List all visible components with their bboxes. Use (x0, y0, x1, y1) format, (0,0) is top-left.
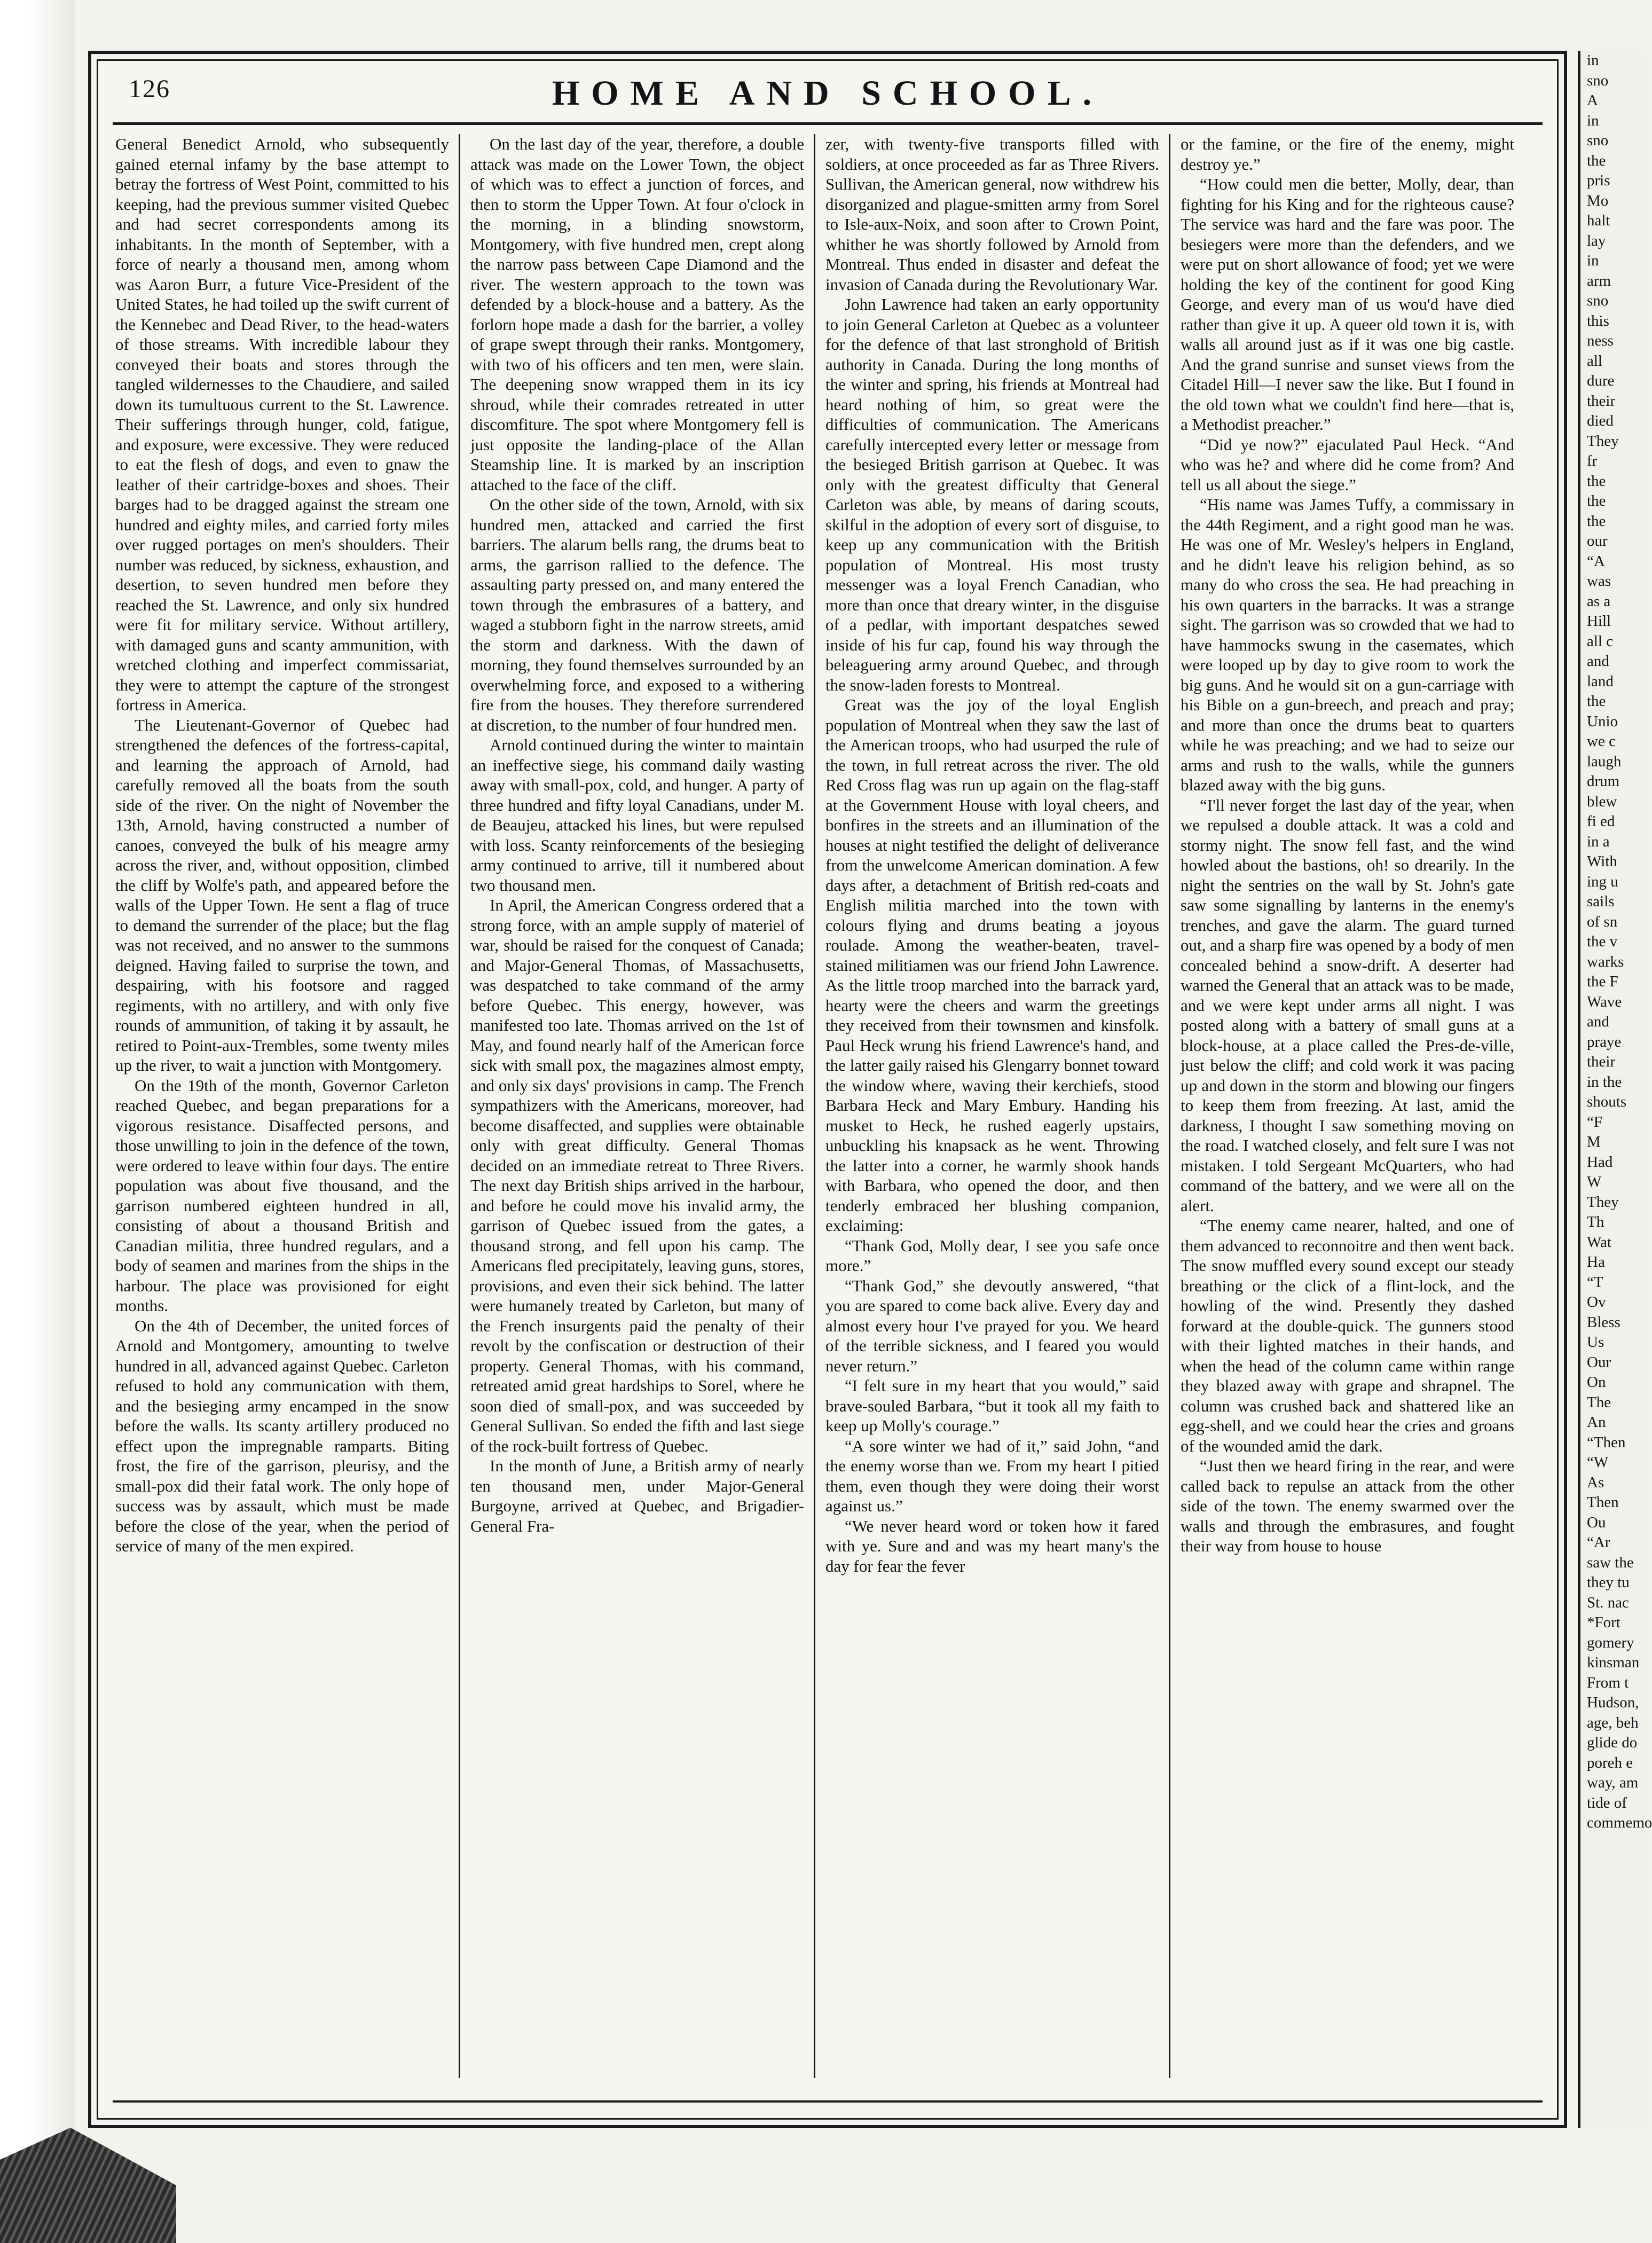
adjacent-page-fragment: Us (1587, 1334, 1604, 1351)
adjacent-page-fragment: laugh (1587, 752, 1622, 770)
adjacent-page-fragment: *Fort (1587, 1614, 1620, 1631)
adjacent-page-fragment: As (1587, 1473, 1604, 1491)
paragraph: General Benedict Arnold, who subsequently gained eternal infamy by the base attempt to betray the fortress of West Point, committed to his keeping, had the previous summer visited Quebec and had secret correspondents among its inhabitants. In the month of September, with a force of nearly a thousand men, among whom was Aaron Burr, a future Vice-President of the United States, he had toiled up the swift current of the Kennebec and Dead River, to the head-waters of those streams. With incredible labour they conveyed their boats and stores through the tangled wildernesses to the Chaudiere, and sailed down its tumultuous current to the St. Lawrence. Their sufferings through hunger, cold, fatigue, and exposure, were excessive. They were reduced to eat the flesh of dogs, and even to gnaw the leather of their cartridge-boxes and shoes. Their barges had to be dragged against the stream one hundred and eighty miles, and carried forty miles over rugged portages on men's shoulders. Their number was reduced, by sickness, exhaustion, and desertion, to seven hundred men before they reached the St. Lawrence, and only six hundred were fit for military service. Without artillery, with damaged guns and scanty ammunition, with wretched clothing and imperfect commissariat, they were to attempt the capture of the strongest fortress in America. (115, 135, 450, 714)
newspaper-page (88, 51, 1567, 2128)
adjacent-page-fragment: Hill (1587, 613, 1611, 630)
adjacent-page-fragment: kinsman (1587, 1654, 1640, 1671)
adjacent-page-fragment: in (1587, 252, 1599, 269)
adjacent-page-fragment: fr (1587, 452, 1598, 469)
text-column-2 (470, 134, 804, 2089)
adjacent-page-fragment: praye (1587, 1033, 1622, 1050)
adjacent-page-fragment: Ou (1587, 1513, 1606, 1531)
paragraph: In April, the American Congress ordered that a strong force, with an ample supply of materiel of war, should be raised for the conquest of Canada; and Major-General Thomas, of Massachusetts, was despatched to take command of the army before Quebec. This energy, however, was manifested too late. Thomas arrived on the 1st of May, and found nearly half of the American force sick with small pox, the magazines almost empty, and only six days' provisions in camp. The French sympathizers with the Americans, moreover, had become disaffected, and supplies were obtainable only with great difficulty. General Thomas decided on an immediate retreat to Three Rivers. The next day British ships arrived in the harbour, and before he could move his invalid army, the garrison of Quebec issued from the gates, a thousand strong, and fell upon his camp. The Americans fled precipitately, leaving guns, stores, provisions, and even their sick behind. The latter were humanely treated by Carleton, but many of the French insurgents paid the penalty of their revolt by the confiscation or destruction of their property. General Thomas, with his command, retreated amid great hardships to Sorel, where he soon died of small-pox, and was succeeded by General Sullivan. So ended the fifth and last siege of the rock-built fortress of Quebec. (470, 896, 804, 1455)
adjacent-page-fragment: Had (1587, 1153, 1613, 1171)
adjacent-page-fragment: saw the (1587, 1554, 1634, 1571)
adjacent-page-fragment: of sn (1587, 913, 1618, 930)
adjacent-page-fragment: the (1587, 472, 1606, 490)
adjacent-page-fragment: Ha (1587, 1253, 1605, 1270)
adjacent-page-fragment: Our (1587, 1353, 1611, 1371)
paragraph: “His name was James Tuffy, a commissary in the 44th Regiment, and a right good man he was. He was one of Mr. Wesley's helpers in England, and he didn't leave his religion behind, as so many do who cross the sea. He had preaching in his own quarters in the barracks. It was a strange sight. The garrison was so crowded that we had to have hammocks swung in the casemates, which were looped up by day to give room to work the big guns. And he would sit on a gun-carriage with his Bible on a gun-breech, and preach and pray; and more than once the drums beat to quarters while he was preaching; and we had to seize our arms and rush to the walls, while the gunners blazed away with the big guns. (1181, 495, 1514, 794)
paragraph: “I'll never forget the last day of the year, when we repulsed a double attack. It was a cold and stormy night. The snow fell fast, and the wind howled about the bastions, oh! so drearily. In the night the sentries on the wall by St. John's gate saw some signalling by lanterns in the enemy's trenches, and gave the alarm. The guard turned out, and a sharp fire was opened by a body of men concealed behind a snow-drift. A deserter had warned the General that an attack was to be made, and we were kept under arms all night. I was posted along with a battery of small guns at a block-house, at a place called the Pres-de-ville, just below the cliff; and cold work it was pacing up and down in the storm and blowing our fingers to keep them from freezing. At last, amid the darkness, I thought I saw something moving on the road. I watched closely, and felt sure I was not mistaken. I told Sergeant McQuarters, who had command of the battery, and we were all on the alert. (1181, 795, 1514, 1215)
adjacent-page-fragment: all (1587, 352, 1602, 370)
text-column-4 (1181, 134, 1514, 2089)
adjacent-page-fragment: in a (1587, 833, 1610, 850)
adjacent-page-fragment: poreh e (1587, 1754, 1633, 1771)
adjacent-page-fragment: “W (1587, 1454, 1609, 1471)
adjacent-page-fragment: They (1587, 432, 1619, 450)
scan-margin (0, 0, 75, 2243)
adjacent-page-fragment: Th (1587, 1213, 1604, 1230)
adjacent-page-fragment: fi ed (1587, 813, 1615, 830)
paragraph: “Thank God,” she devoutly answered, “that you are spared to come back alive. Every day and almost every hour I've prayed for you. We heard of the terrible sickness, and I feared you would never return.” (825, 1276, 1159, 1375)
adjacent-page-fragment: glide do (1587, 1734, 1638, 1751)
paragraph: or the famine, or the fire of the enemy, might destroy ye.” (1181, 135, 1514, 174)
adjacent-page-fragment: dure (1587, 372, 1615, 389)
text-column-3 (825, 134, 1159, 2089)
adjacent-page-fragment: way, am (1587, 1774, 1639, 1791)
paragraph: “The enemy came nearer, halted, and one of them advanced to reconnoitre and then went back. The snow muffled every sound except our steady breathing or the click of a flint-lock, and the howling of the wind. Presently they dashed forward at the double-quick. The gunners stood with their lighted matches in their hands, and when the head of the column came within range they blazed away with grape and shrapnel. The column was crushed back and shattered like an egg-shell, and we could hear the cries and groans of the wounded amid the dark. (1181, 1216, 1514, 1455)
bottom-rule (113, 2100, 1543, 2103)
adjacent-page-fragment: “Ar (1587, 1534, 1610, 1551)
adjacent-page-fragment: From t (1587, 1674, 1629, 1691)
adjacent-page-fragment: A (1587, 92, 1598, 109)
adjacent-page-fragment: On (1587, 1374, 1606, 1391)
adjacent-page-fragment: their (1587, 392, 1616, 410)
adjacent-page-fragment: Mo (1587, 192, 1609, 209)
adjacent-page-fragment: commemo (1587, 1814, 1652, 1831)
adjacent-page-fragment: M (1587, 1133, 1601, 1150)
adjacent-page-fragment: age, beh (1587, 1714, 1639, 1731)
adjacent-page-fragment: the (1587, 492, 1606, 509)
adjacent-page-fragment: ness (1587, 332, 1614, 349)
adjacent-page-fragment: Then (1587, 1494, 1619, 1511)
adjacent-page-fragment: shouts (1587, 1093, 1627, 1110)
adjacent-page-fragment: With (1587, 853, 1617, 870)
adjacent-page-fragment: blew (1587, 793, 1617, 810)
page-number: 126 (129, 75, 170, 103)
column-rule (814, 134, 815, 2078)
paragraph: Arnold continued during the winter to maintain an ineffective siege, his command daily wasting away with small-pox, cold, and hunger. A party of three hundred and fifty loyal Canadians, under M. de Beaujeu, attacked his lines, but were repulsed with loss. Scanty reinforcements of the besieging army continued to arrive, till it numbered about two thousand men. (470, 735, 804, 895)
adjacent-page-fragment: sno (1587, 292, 1609, 309)
adjacent-page-fragment: their (1587, 1053, 1616, 1070)
adjacent-page-fragment: and (1587, 1013, 1609, 1030)
adjacent-page-fragment: lay (1587, 232, 1606, 249)
paragraph: “I felt sure in my heart that you would,” said brave-souled Barbara, “but it took all my faith to keep up Molly's courage.” (825, 1376, 1159, 1435)
adjacent-page-fragment: W (1587, 1173, 1602, 1190)
adjacent-page-fragment: we c (1587, 733, 1616, 750)
adjacent-page-fragment: “A (1587, 552, 1605, 570)
adjacent-page-fragment: gomery (1587, 1634, 1634, 1651)
adjacent-page-fragment: An (1587, 1414, 1606, 1431)
adjacent-page-fragment: and (1587, 653, 1609, 670)
adjacent-page-fragment: the (1587, 512, 1606, 530)
adjacent-page-fragment: The (1587, 1393, 1611, 1411)
paragraph: John Lawrence had taken an early opportunity to join General Carleton at Quebec as a volunteer for the defence of that last stronghold of British authority in Canada. During the long months of the winter and spring, his friends at Montreal had heard nothing of him, so great were the difficulties of communication. The Americans carefully intercepted every letter or message from the besieged British garrison at Quebec. It was only with the greatest difficulty that General Carleton was able, by means of daring scouts, skilful in the adoption of every sort of disguise, to keep up any communication with the British population of Montreal. His most trusty messenger was a loyal French Canadian, who more than once that dreary winter, in the disguise of a pedlar, with important despatches sewed inside of his fur cap, found his way through the beleaguering army around Quebec, and through the snow-laden forests to Montreal. (825, 295, 1159, 694)
adjacent-page-fragment: Wat (1587, 1233, 1611, 1251)
adjacent-page-fragment: “T (1587, 1273, 1603, 1291)
paragraph: “How could men die better, Molly, dear, than fighting for his King and for the righteous cause? The service was hard and the fare was poor. The besiegers were more than the defenders, and we were put on short allowance of food; yet we were holding the key of the continent for good King George, and every man of us wou'd have died rather than give it up. A queer old town it is, with walls all around just as if it was one big castle. And the grand sunrise and sunset views from the Citadel Hill—I never saw the like. But I found in the old town what we couldn't find here—that is, a Methodist preacher.” (1181, 175, 1514, 434)
paragraph: On the 4th of December, the united forces of Arnold and Montgomery, amounting to twelve hundred in all, advanced against Quebec. Carleton refused to hold any communication with them, and the besieging army encamped in the snow before the walls. Its scanty artillery produced no effect upon the impregnable ramparts. Biting frost, the fire of the garrison, pleurisy, and the small-pox did their fatal work. The only hope of success was by assault, which must be made before the close of the year, when the period of service of many of the men expired. (115, 1316, 449, 1555)
adjacent-page-fragment: as a (1587, 592, 1611, 610)
adjacent-page-fragment: the F (1587, 973, 1618, 990)
adjacent-page-fragment: St. nac (1587, 1594, 1629, 1611)
adjacent-page-fragment: they tu (1587, 1574, 1630, 1591)
paragraph: The Lieutenant-Governor of Quebec had strengthened the defences of the fortress-capital, and learning the approach of Arnold, had carefully removed all the boats from the south side of the river. On the night of November the 13th, Arnold, having constructed a number of canoes, conveyed the bulk of his meagre army across the river, and, without opposition, climbed the cliff by Wolfe's path, and appeared before the walls of the Upper Town. He sent a flag of truce to demand the surrender of the place; but the flag was not received, and no answer to the summons deigned. Having failed to surprise the town, and despairing, with his footsore and ragged regiments, with no artillery, and with only five rounds of ammunition, of taking it by assault, he retired to Point-aux-Trembles, some twenty miles up the river, to wait a junction with Montgomery. (115, 715, 449, 1075)
paragraph: In the month of June, a British army of nearly ten thousand men, under Major-General Burgoyne, arrived at Quebec, and Brigadier-General Fra- (470, 1456, 804, 1535)
adjacent-page-fragment: Ov (1587, 1293, 1606, 1311)
adjacent-page-fragment: all c (1587, 632, 1614, 650)
adjacent-page-fragment: was (1587, 572, 1611, 590)
adjacent-page-fragment: warks (1587, 953, 1624, 970)
page-title: HOME AND SCHOOL. (552, 74, 1104, 113)
paragraph: “Just then we heard firing in the rear, and were called back to repulse an attack from the other side of the town. The enemy swarmed over the walls and through the embrasures, and fought their way from house to house (1181, 1456, 1514, 1555)
paragraph: “Did ye now?” ejaculated Paul Heck. “And who was he? and where did he come from? And tell us all about the siege.” (1181, 435, 1514, 494)
adjacent-page-fragment: died (1587, 412, 1614, 429)
adjacent-page-fragment: pris (1587, 172, 1610, 189)
paragraph: On the 19th of the month, Governor Carleton reached Quebec, and began preparations for a vigorous resistance. Disaffected persons, and those unwilling to join in the defence of the town, were ordered to leave within four days. The entire population was about five thousand, and the garrison numbered eighteen hundred in all, consisting of about a thousand British and Canadian militia, three hundred regulars, and a body of seamen and marines from the ships in the harbour. The place was provisioned for eight months. (115, 1076, 449, 1315)
paragraph: zer, with twenty-five transports filled with soldiers, at once proceeded as far as Three Rivers. Sullivan, the American general, now withdrew his disorganized and plague-smitten army from Sorel to Isle-aux-Noix, and soon after to Crown Point, whither he was shortly followed by Arnold from Montreal. Thus ended in disaster and defeat the invasion of Canada during the Revolutionary War. (825, 135, 1159, 294)
paragraph: On the last day of the year, therefore, a double attack was made on the Lower Town, the object of which was to effect a junction of forces, and then to storm the Upper Town. At four o'clock in the morning, in a blinding snowstorm, Montgomery, with five hundred men, crept along the narrow pass between Cape Diamond and the river. The western approach to the town was defended by a block-house and a battery. As the forlorn hope made a dash for the barrier, a volley of grape swept through their ranks. Montgomery, with two of his officers and ten men, were slain. The deepening snow wrapped them in its icy shroud, while their comrades retreated in utter discomfiture. The spot where Montgomery fell is just opposite the landing-place of the Allan Steamship line. It is marked by an inscription attached to the face of the cliff. (470, 135, 804, 494)
column-rule (1169, 134, 1170, 2078)
adjacent-page-fragment: sails (1587, 893, 1615, 910)
adjacent-page-fragment: Bless (1587, 1313, 1620, 1331)
adjacent-page-fragment: drum (1587, 773, 1620, 790)
adjacent-page-fragment: the (1587, 152, 1606, 169)
adjacent-page-fragment: our (1587, 532, 1608, 550)
adjacent-page-fragment: in (1587, 112, 1599, 129)
paragraph: Great was the joy of the loyal English population of Montreal when they saw the last of the American troops, who had usurped the rule of the town, in full retreat across the river. The old Red Cross flag was run up again on the flag-staff at the Government House with loyal cheers, and bonfires in the streets and an illumination of the houses at night testified the delight of deliverance from the unwelcome American domination. A few days after, a detachment of British red-coats and English militia marched into the town with colours flying and drums beating a joyous roulade. Among the weather-beaten, travel-stained militiamen was our friend John Lawrence. As the little troop marched into the barrack yard, hearty were the cheers and warm the greetings they received from their townsmen and kinsfolk. Paul Heck wrung his friend Lawrence's hand, and the latter gaily raised his Glengarry bonnet toward the window where, waving their kerchiefs, stood Barbara Heck and Mary Embury. Handing his musket to Heck, he rushed eagerly upstairs, unbuckling his knapsack as he went. Throwing the latter into a corner, he warmly shook hands with Barbara, who opened the door, and then tenderly embraced her blushing companion, exclaiming: (825, 695, 1159, 1235)
adjacent-page-fragment: arm (1587, 272, 1611, 289)
adjacent-page-fragment: ing u (1587, 873, 1618, 890)
adjacent-page-fragment: tide of (1587, 1794, 1627, 1811)
adjacent-page-fragment: Unio (1587, 712, 1618, 730)
adjacent-page-fragment: halt (1587, 212, 1610, 229)
adjacent-page-edge (1578, 51, 1652, 2128)
column-rule (459, 134, 460, 2078)
adjacent-page-fragment: the v (1587, 933, 1618, 950)
adjacent-page-fragment: “Then (1587, 1433, 1626, 1451)
adjacent-page-fragment: Wave (1587, 993, 1622, 1010)
header-rule (113, 122, 1543, 125)
adjacent-page-fragment: land (1587, 672, 1614, 690)
paragraph: “A sore winter we had of it,” said John, “and the enemy worse than we. From my heart I pitied them, even though they were doing their worst against us.” (825, 1436, 1159, 1515)
adjacent-page-fragment: this (1587, 312, 1609, 330)
adjacent-page-fragment: in (1587, 52, 1599, 69)
paragraph: “We never heard word or token how it fared with ye. Sure and and was my heart many's the day for fear the fever (825, 1516, 1159, 1575)
adjacent-page-fragment: They (1587, 1193, 1619, 1211)
paragraph: “Thank God, Molly dear, I see you safe once more.” (825, 1236, 1159, 1275)
adjacent-page-fragment: “F (1587, 1113, 1602, 1131)
adjacent-page-fragment: the (1587, 693, 1606, 710)
adjacent-page-fragment: in the (1587, 1073, 1622, 1091)
paragraph: On the other side of the town, Arnold, with six hundred men, attacked and carried the first barriers. The alarum bells rang, the drums beat to arms, the garrison rallied to the defence. The assaulting party pressed on, and many entered the town through the embrasures of a battery, and waged a stubborn fight in the narrow streets, amid the storm and darkness. With the dawn of morning, they found themselves surrounded by an overwhelming force, and exposed to a withering fire from the houses. They therefore surrendered at discretion, to the number of four hundred men. (470, 495, 804, 734)
text-column-1 (115, 134, 449, 2089)
adjacent-page-fragment: Hudson, (1587, 1694, 1639, 1711)
adjacent-page-fragment: sno (1587, 132, 1609, 149)
adjacent-page-fragment: sno (1587, 72, 1609, 89)
